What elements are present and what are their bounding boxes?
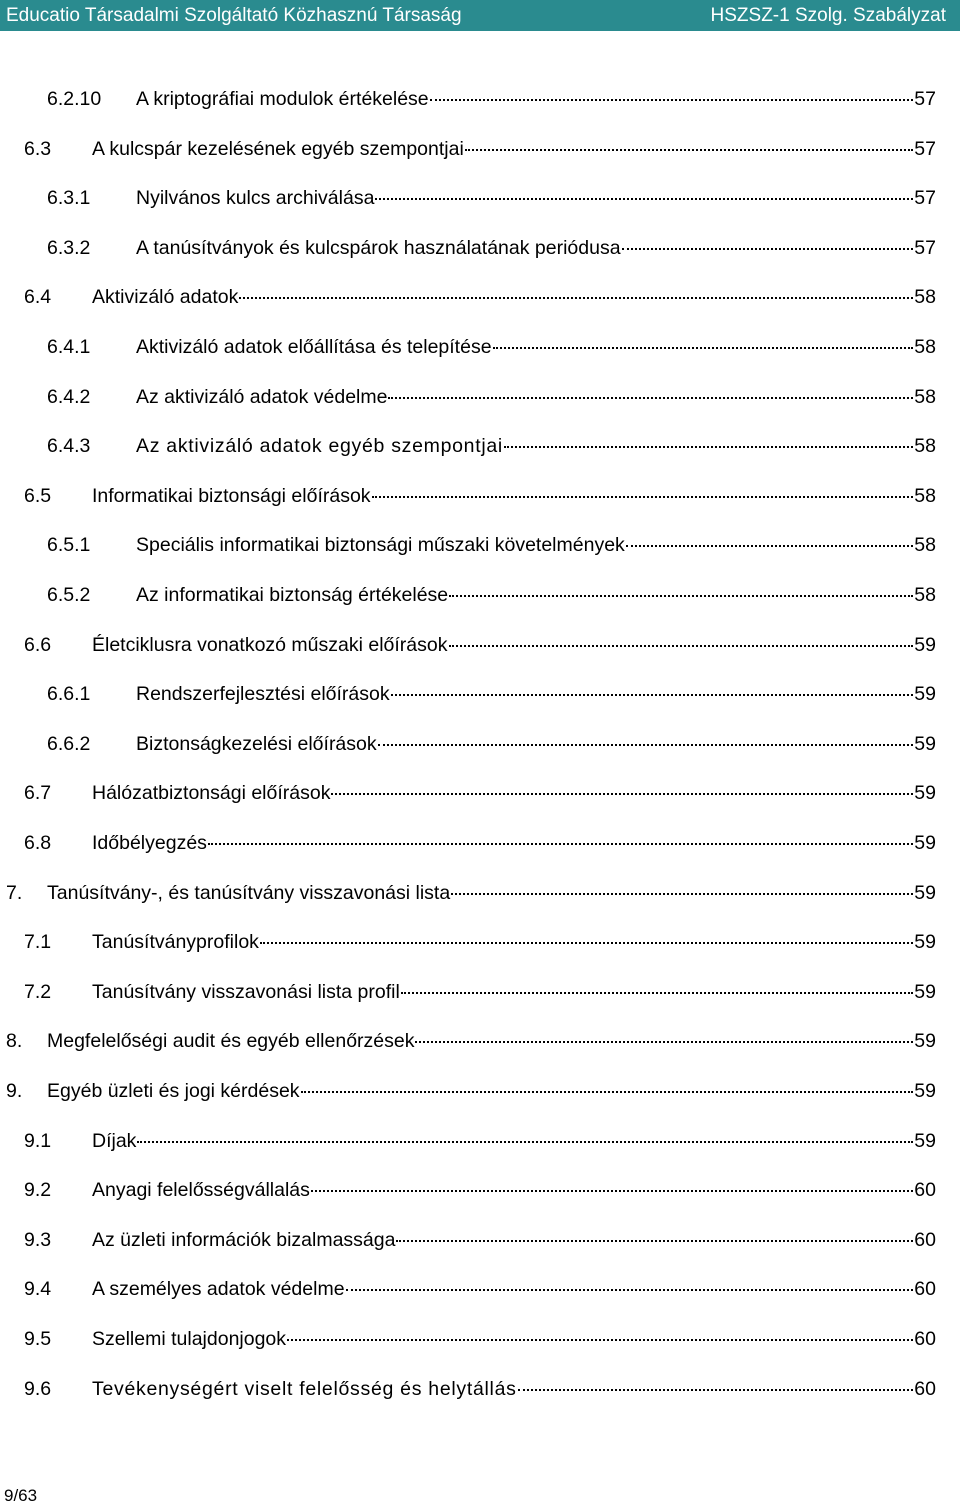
toc-entry-page: 59 xyxy=(914,980,936,1003)
toc-entry-page: 59 xyxy=(914,881,936,904)
toc-entry-page: 59 xyxy=(914,1080,936,1102)
toc-entry-page: 57 xyxy=(914,88,936,110)
toc-dot-leader xyxy=(401,992,913,994)
toc-entry-title: Az aktivizáló adatok védelme xyxy=(136,385,388,408)
toc-entry-number: 6.4 xyxy=(24,286,52,309)
toc-entry-number: 6.3.2 xyxy=(47,236,91,259)
toc-entry-page: 58 xyxy=(914,484,936,507)
toc-entry[interactable] xyxy=(47,580,936,610)
toc-entry-title: Tevékenységért viselt felelősség és helytállás xyxy=(92,1377,517,1400)
toc-entry[interactable] xyxy=(47,183,936,213)
toc-entry-number: 6.2.10 xyxy=(47,88,102,110)
toc-entry-page: 57 xyxy=(914,187,936,210)
toc-entry-title: A személyes adatok védelme xyxy=(92,1278,345,1301)
toc-dot-leader xyxy=(504,446,913,448)
toc-entry[interactable] xyxy=(24,927,936,957)
toc-entry-number: 9.5 xyxy=(24,1328,52,1350)
toc-dot-leader xyxy=(449,595,913,597)
toc-entry-number: 6.6.1 xyxy=(47,683,91,706)
toc-entry-title: Díjak xyxy=(92,1129,137,1152)
toc-entry-number: 6.7 xyxy=(24,782,52,805)
toc-entry-number: 9.1 xyxy=(24,1129,52,1152)
toc-entry-page: 59 xyxy=(914,683,936,706)
toc-entry[interactable] xyxy=(24,1274,936,1304)
toc-entry[interactable] xyxy=(47,679,936,709)
toc-entry[interactable] xyxy=(24,282,936,312)
toc-entry[interactable] xyxy=(6,1026,936,1056)
toc-entry-page: 58 xyxy=(914,336,936,358)
toc-entry-number: 9.2 xyxy=(24,1179,52,1202)
toc-dot-leader xyxy=(493,347,914,349)
toc-entry-title: Rendszerfejlesztési előírások xyxy=(136,683,390,706)
toc-entry-page: 58 xyxy=(914,534,936,557)
toc-entry-title: Megfelelőségi audit és egyéb ellenőrzések xyxy=(47,1030,415,1053)
toc-entry-number: 6.6 xyxy=(24,633,52,656)
page-header xyxy=(0,0,960,31)
toc-dot-leader xyxy=(396,1240,913,1242)
toc-entry[interactable] xyxy=(24,134,936,164)
toc-entry-title: Tanúsítvány-, és tanúsítvány visszavonási lista xyxy=(47,881,451,904)
toc-dot-leader xyxy=(208,843,913,845)
toc-entry[interactable] xyxy=(47,233,936,263)
toc-entry[interactable] xyxy=(24,1324,936,1354)
toc-entry[interactable] xyxy=(6,1076,936,1106)
toc-entry-number: 6.5 xyxy=(24,484,52,507)
toc-entry-title: A kulcspár kezelésének egyéb szempontjai xyxy=(92,137,464,160)
toc-entry-title: Anyagi felelősségvállalás xyxy=(92,1179,310,1202)
toc-dot-leader xyxy=(388,397,913,399)
toc-dot-leader xyxy=(260,942,913,944)
toc-entry-title: Életciklusra vonatkozó műszaki előírások xyxy=(92,633,448,656)
toc-entry-title: Nyilvános kulcs archiválása xyxy=(136,187,375,210)
toc-dot-leader xyxy=(372,496,914,498)
toc-entry-number: 6.3 xyxy=(24,137,52,160)
toc-entry-number: 6.5.2 xyxy=(47,584,91,606)
toc-entry-page: 60 xyxy=(914,1328,936,1350)
toc-dot-leader xyxy=(465,149,914,151)
toc-entry-number: 6.8 xyxy=(24,832,52,854)
toc-dot-leader xyxy=(626,545,914,547)
toc-entry[interactable] xyxy=(24,630,936,660)
toc-entry-page: 60 xyxy=(914,1278,936,1301)
toc-entry-number: 8. xyxy=(6,1030,23,1053)
toc-entry[interactable] xyxy=(47,84,936,114)
toc-entry-number: 9.6 xyxy=(24,1377,52,1400)
toc-entry-page: 60 xyxy=(914,1179,936,1202)
toc-entry-title: Időbélyegzés xyxy=(92,832,207,854)
toc-entry-title: A tanúsítványok és kulcspárok használatának periódusa xyxy=(136,236,621,259)
toc-entry[interactable] xyxy=(47,729,936,759)
toc-entry[interactable] xyxy=(24,1374,936,1404)
toc-dot-leader xyxy=(449,645,914,647)
toc-entry-title: Szellemi tulajdonjogok xyxy=(92,1328,287,1350)
toc-dot-leader xyxy=(391,694,914,696)
toc-entry-page: 59 xyxy=(914,832,936,854)
toc-entry-page: 59 xyxy=(914,732,936,755)
toc-entry-title: Hálózatbiztonsági előírások xyxy=(92,782,331,805)
toc-entry[interactable] xyxy=(24,1225,936,1255)
page-number: 9/63 xyxy=(4,1486,38,1505)
toc-entry-page: 59 xyxy=(914,633,936,656)
toc-dot-leader xyxy=(518,1389,914,1391)
toc-entry-page: 58 xyxy=(914,286,936,309)
header-organization: Educatio Társadalmi Szolgáltató Közhasznú Társaság xyxy=(6,5,462,26)
toc-entry-title: Informatikai biztonsági előírások xyxy=(92,484,371,507)
toc-entry-number: 7.2 xyxy=(24,980,52,1003)
toc-entry-title: Aktivizáló adatok előállítása és telepítése xyxy=(136,336,492,358)
toc-dot-leader xyxy=(239,297,913,299)
toc-entry-number: 9.4 xyxy=(24,1278,52,1301)
toc-entry-page: 59 xyxy=(914,1030,936,1053)
toc-entry[interactable] xyxy=(24,1175,936,1205)
toc-entry-number: 6.4.2 xyxy=(47,385,91,408)
toc-entry-title: Tanúsítványprofilok xyxy=(92,931,259,954)
toc-entry[interactable] xyxy=(47,332,936,362)
toc-entry-page: 59 xyxy=(914,931,936,954)
toc-entry-number: 9.3 xyxy=(24,1228,52,1251)
toc-dot-leader xyxy=(415,1041,913,1043)
toc-entry-title: Egyéb üzleti és jogi kérdések xyxy=(47,1080,300,1102)
toc-entry-number: 9. xyxy=(6,1080,23,1102)
toc-dot-leader xyxy=(346,1289,914,1291)
toc-entry-page: 58 xyxy=(914,435,936,458)
toc-dot-leader xyxy=(430,99,914,101)
toc-dot-leader xyxy=(287,1339,913,1341)
toc-entry-number: 6.3.1 xyxy=(47,187,91,210)
toc-entry[interactable] xyxy=(24,1126,936,1156)
toc-dot-leader xyxy=(622,248,914,250)
toc-entry-number: 6.4.1 xyxy=(47,336,91,358)
toc-entry[interactable] xyxy=(24,977,936,1007)
toc-entry-title: Speciális informatikai biztonsági műszaki követelmények xyxy=(136,534,625,557)
header-document-title: HSZSZ-1 Szolg. Szabályzat xyxy=(710,5,946,26)
toc-entry-page: 58 xyxy=(914,385,936,408)
toc-entry-number: 6.5.1 xyxy=(47,534,91,557)
toc-entry-page: 60 xyxy=(914,1228,936,1251)
toc-entry[interactable] xyxy=(47,382,936,412)
toc-entry-title: Az informatikai biztonság értékelése xyxy=(136,584,449,606)
toc-entry-number: 7. xyxy=(6,881,23,904)
toc-entry[interactable] xyxy=(24,828,936,858)
toc-dot-leader xyxy=(451,893,913,895)
toc-entry[interactable] xyxy=(6,878,936,908)
toc-dot-leader xyxy=(378,744,914,746)
toc-dot-leader xyxy=(375,198,913,200)
toc-entry-title: Biztonságkezelési előírások xyxy=(136,732,377,755)
toc-entry-title: A kriptográfiai modulok értékelése xyxy=(136,88,429,110)
toc-entry[interactable] xyxy=(47,530,936,560)
toc-entry-number: 6.4.3 xyxy=(47,435,91,458)
toc-dot-leader xyxy=(137,1141,913,1143)
toc-entry-title: Az aktivizáló adatok egyéb szempontjai xyxy=(136,435,503,458)
toc-entry-page: 59 xyxy=(914,782,936,805)
toc-entry-page: 59 xyxy=(914,1129,936,1152)
toc-dot-leader xyxy=(331,793,913,795)
toc-entry-page: 57 xyxy=(914,236,936,259)
toc-entry-number: 6.6.2 xyxy=(47,732,91,755)
toc-dot-leader xyxy=(301,1091,914,1093)
toc-dot-leader xyxy=(311,1190,913,1192)
toc-entry-page: 57 xyxy=(914,137,936,160)
toc-entry-number: 7.1 xyxy=(24,931,52,954)
toc-entry[interactable] xyxy=(24,778,936,808)
toc-entry-title: Aktivizáló adatok xyxy=(92,286,239,309)
toc-entry[interactable] xyxy=(47,431,936,461)
toc-entry[interactable] xyxy=(24,481,936,511)
toc-entry-page: 58 xyxy=(914,584,936,606)
toc-entry-title: Tanúsítvány visszavonási lista profil xyxy=(92,980,400,1003)
toc-entry-title: Az üzleti információk bizalmassága xyxy=(92,1228,396,1251)
toc-entry-page: 60 xyxy=(914,1377,936,1400)
